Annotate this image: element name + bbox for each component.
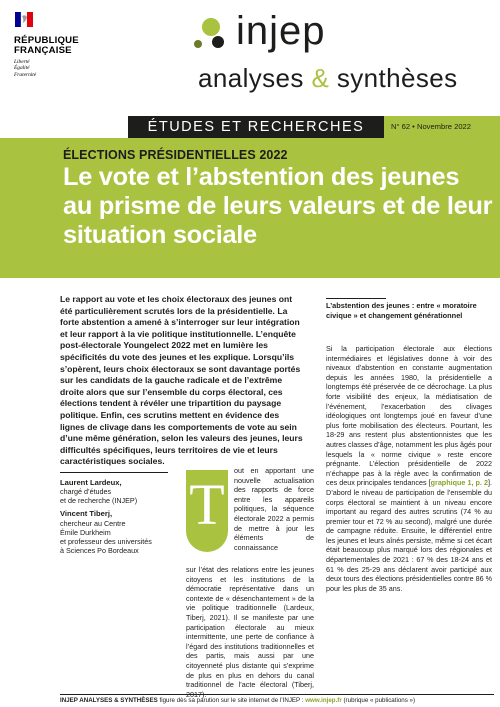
series-name: ÉTUDES ET RECHERCHES bbox=[128, 116, 384, 138]
author-name: Laurent Lardeux, bbox=[60, 478, 122, 487]
body-text: ]. D’abord le niveau de participation de l’ensemble du corps électoral se maintient à un niveau encore important au regard des autres scrutins (74 % au premier tour et 72 % au second), malgré une durée de campagne réduite. Ensuite, le différentiel entre les jeunes et leurs aînés persiste, même si cet écart était beaucoup plus marqué lors des régionales et départementales de 2021 : 67 % des 18-24 ans et 61 % des 25-29 ans déclarent avoir participé aux deux tours des élections présidentielles contre 86 % pour les plus de 35 ans. bbox=[326, 478, 492, 593]
republique-motto bbox=[14, 59, 114, 78]
page-title: Le vote et l’abstention des jeunes au prisme de leurs valeurs et de leur situation sociale bbox=[63, 163, 493, 249]
footer-brand: INJEP ANALYSES & SYNTHÈSES bbox=[60, 697, 158, 704]
section-title: L’abstention des jeunes : entre « moratoire civique » et changement générationnel bbox=[326, 301, 477, 320]
author-role: chercheur au Centre bbox=[60, 518, 126, 528]
side-divider bbox=[326, 298, 386, 299]
author-role: et de recherche (INJEP) bbox=[60, 496, 138, 506]
graphique-link[interactable]: graphique 1, p. 2 bbox=[430, 478, 488, 488]
marianne-icon bbox=[15, 12, 33, 27]
authors bbox=[60, 472, 180, 555]
body-column-1-narrow: out en apportant une nouvelle actualisation des rapports de force entre les appareils politiques, la séquence électorale 2022 a permis de mettre à jour les éléments de connaissance bbox=[234, 466, 314, 552]
lead-paragraph: Le rapport au vote et les choix électoraux des jeunes ont été particulièrement scrutés lors de la présidentielle. La forte abstention a amené à s’interroger sur leur intégration et leur rapport à la vie politique institutionnelle. L’enquête post-électorale Youngelect 2022 met en lumière les spécificités du vote des jeunes et les explique. Lorsqu’ils s’opèrent, leurs choix électoraux se sont davantage portés sur les candidats de la gauche radicale et de l’extrême droite alors que sur l’ensemble du corps électoral, ces élections tendent à révéler une tripartition du paysage politique. Enfin, ces scrutins mettent en évidence des lignes de clivage dans les comportements de vote au sein d’une même génération, selon les valeurs des jeunes, leurs difficultés spécifiques, leurs territoires de vie et leurs caractéristiques sociales. bbox=[60, 294, 303, 467]
body-column-2 bbox=[326, 344, 492, 593]
republique-line-2: FRANÇAISE bbox=[14, 45, 72, 56]
drop-cap-letter: T bbox=[189, 472, 225, 537]
kicker: ÉLECTIONS PRÉSIDENTIELLES 2022 bbox=[63, 148, 288, 162]
injep-word: injep bbox=[236, 9, 326, 53]
republique-title bbox=[14, 36, 114, 56]
drop-cap bbox=[186, 470, 228, 552]
injep-subtitle bbox=[198, 64, 458, 92]
author-role: chargé d’études bbox=[60, 487, 112, 497]
republique-francaise-logo bbox=[14, 12, 114, 78]
footer-url-link[interactable]: www.injep.fr bbox=[305, 697, 342, 704]
logo-dot-2 bbox=[212, 36, 224, 48]
subtitle-analyses: analyses bbox=[198, 63, 304, 93]
footer-tail: (rubrique « publications ») bbox=[341, 697, 416, 704]
body-text: Si la participation électorale aux élections intermédiaires et législatives donne à voir des niveaux d’abstention en constante augmentation depuis les années 1980, la présidentielle a longtemps été préservée de ce décrochage. La plus forte visibilité des enjeux, la médiatisation de l’événement, l’exacerbation des clivages idéologiques ont longtemps joué en faveur d’une plus forte mobilisation des électeurs. Pourtant, les 18-29 ans restent plus abstentionnistes que les autres classes d’âge, notamment les plus âgés pour lesquels la « norme civique » reste encore prégnante. L’élection présidentielle de 2022 n’échappe pas à la règle avec la confirmation de ces deux principales tendances [ bbox=[326, 344, 492, 488]
logo-dot-3 bbox=[194, 40, 202, 48]
footer bbox=[60, 697, 500, 705]
motto-liberte: Liberté bbox=[14, 59, 30, 65]
band-spacer bbox=[0, 116, 128, 138]
author-role: Émile Durkheim bbox=[60, 527, 111, 537]
subtitle-ampersand: & bbox=[311, 63, 330, 93]
body-column-1-wide: sur l’état des relations entre les jeunes citoyens et les institutions de la démocratie représentative dans un contexte de « désenchantement » de la vie politique traditionnelle (Lardeux, Tiberj, 2021). Il se manifeste par une participation électorale au mieux intermittente, une perte de confiance à l’égard des institutions traditionnelles et des partis, mais aussi par une citoyenneté plus distante qui s’exprime de plus en plus en dehors du canal traditionnel de l’acte électoral (Tiberj, bbox=[186, 565, 314, 690]
logo-dot-1 bbox=[202, 18, 220, 36]
author-name: Vincent Tiberj, bbox=[60, 509, 113, 519]
republique-line-1: RÉPUBLIQUE bbox=[14, 35, 79, 46]
footer-divider bbox=[60, 694, 494, 695]
authors-divider bbox=[60, 472, 168, 473]
motto-fraternite: Fraternité bbox=[14, 71, 37, 78]
subtitle-syntheses: synthèses bbox=[336, 63, 458, 93]
author-role: à Sciences Po Bordeaux bbox=[60, 545, 139, 555]
motto-egalite: Égalité bbox=[14, 65, 30, 72]
author-role: et professeur des universités bbox=[60, 536, 152, 546]
footer-text: figure dès sa parution sur le site internet de l’INJEP : bbox=[157, 697, 306, 704]
injep-logo bbox=[146, 9, 496, 94]
issue-number: N° 62 • Novembre 2022 bbox=[384, 116, 500, 138]
